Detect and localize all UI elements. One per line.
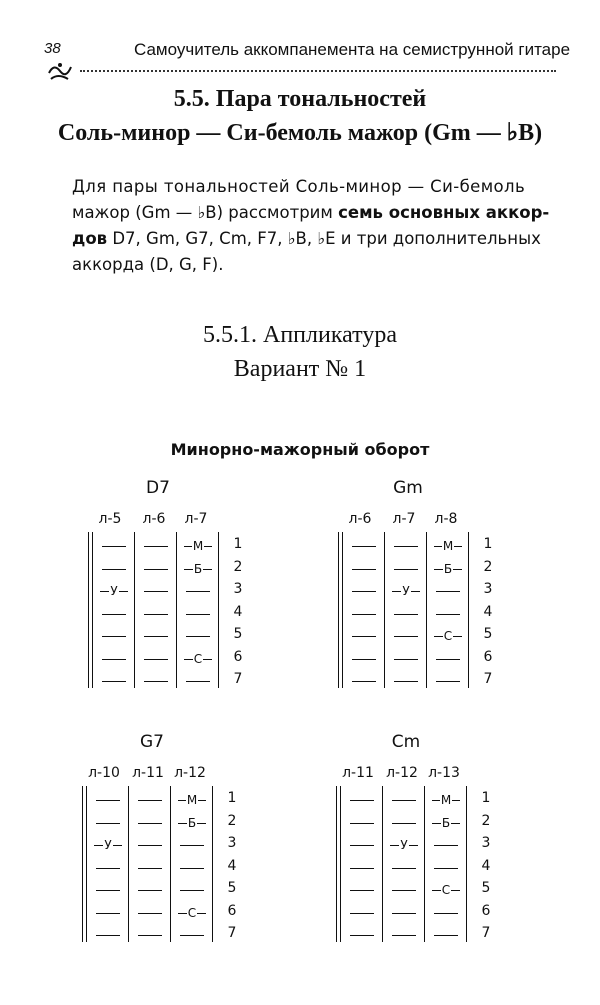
intro-line-1: Для пары тональностей Соль-минор — Си-бемоль [72, 177, 526, 196]
string-number: 4 [483, 603, 493, 620]
string-cell [90, 903, 126, 925]
fret-line [128, 786, 129, 942]
fret-line [212, 786, 213, 942]
string-dash [392, 868, 416, 869]
string-cell [430, 581, 466, 603]
string-dash [102, 614, 126, 615]
string-cell [430, 626, 466, 648]
fret-line [426, 532, 427, 688]
string-cell [180, 536, 216, 558]
string-number: 6 [481, 902, 491, 919]
chord-diagram-1 [338, 478, 558, 687]
finger-label: У [402, 584, 410, 598]
string-cell [90, 790, 126, 812]
chord-diagram-3 [336, 732, 556, 941]
fret-label: л-7 [184, 511, 208, 527]
string-cell [180, 559, 216, 581]
string-number: 4 [481, 857, 491, 874]
string-cell [344, 880, 380, 902]
fret-label: л-6 [142, 511, 166, 527]
fret-line [384, 532, 385, 688]
string-cell [428, 903, 464, 925]
string-cell [386, 903, 422, 925]
finger-mark [180, 559, 216, 579]
fret-line [466, 786, 467, 942]
finger-mark [430, 626, 466, 646]
string-dash [352, 569, 376, 570]
finger-label: Б [193, 561, 203, 576]
string-dash [436, 659, 460, 660]
string-cell [96, 581, 132, 603]
string-number: 4 [233, 603, 243, 620]
finger-label: М [192, 539, 204, 553]
string-dash [350, 823, 374, 824]
string-dash [394, 614, 418, 615]
string-cell [96, 604, 132, 626]
string-cell [388, 604, 424, 626]
string-dash [144, 636, 168, 637]
string-number: 5 [227, 880, 237, 896]
finger-mark [386, 835, 422, 855]
string-cell [180, 604, 216, 626]
string-cell [90, 835, 126, 857]
string-dash [144, 614, 168, 615]
string-cell [174, 813, 210, 835]
string-number: 2 [227, 812, 237, 829]
string-cell [132, 880, 168, 902]
string-cell [388, 671, 424, 693]
finger-mark [430, 559, 466, 579]
finger-label: Б [443, 561, 453, 576]
string-cell [430, 649, 466, 671]
string-cell [96, 559, 132, 581]
finger-label: У [110, 584, 118, 598]
string-dash [434, 868, 458, 869]
string-dash [394, 546, 418, 547]
string-dash [350, 935, 374, 936]
string-cell [428, 858, 464, 880]
finger-mark [180, 649, 216, 669]
string-cell [138, 671, 174, 693]
fret-label: л-10 [88, 765, 120, 781]
string-cell [96, 536, 132, 558]
fret-line [92, 532, 93, 688]
string-dash [138, 800, 162, 801]
fret-label: л-5 [98, 511, 122, 527]
string-dash [102, 636, 126, 637]
string-cell [90, 858, 126, 880]
string-dash [434, 935, 458, 936]
string-cell [346, 536, 382, 558]
fret-line [338, 532, 339, 688]
fret-line [424, 786, 425, 942]
string-cell [344, 813, 380, 835]
section-title: 5.5. Пара тональностей [173, 86, 427, 112]
string-cell [132, 858, 168, 880]
string-cell [346, 559, 382, 581]
string-cell [346, 649, 382, 671]
string-dash [102, 569, 126, 570]
string-dash [350, 868, 374, 869]
string-dash [96, 823, 120, 824]
string-number: 6 [227, 902, 237, 919]
string-number: 3 [233, 581, 243, 597]
string-cell [174, 858, 210, 880]
fret-line [88, 532, 89, 688]
string-number: 5 [483, 626, 493, 642]
fret-line [340, 786, 341, 942]
string-cell [346, 604, 382, 626]
string-number: 6 [483, 648, 493, 665]
chord-diagram-2 [82, 732, 302, 941]
string-cell [430, 559, 466, 581]
finger-label: С [441, 883, 451, 897]
string-cell [428, 813, 464, 835]
string-number: 1 [233, 536, 243, 552]
finger-label: У [400, 838, 408, 852]
fret-label: л-6 [348, 511, 372, 527]
chord-name: D7 [146, 478, 170, 498]
string-cell [386, 790, 422, 812]
finger-mark [388, 581, 424, 601]
string-number: 2 [481, 812, 491, 829]
fret-label: л-7 [392, 511, 416, 527]
page-number: 38 [44, 40, 61, 57]
string-cell [344, 903, 380, 925]
string-number: 3 [483, 581, 493, 597]
string-dash [138, 935, 162, 936]
finger-label: С [193, 651, 203, 666]
string-number: 1 [227, 790, 237, 806]
string-cell [174, 790, 210, 812]
section-subtitle: Соль-минор — Си-бемоль мажор (Gm — ♭B) [57, 120, 543, 146]
string-dash [394, 659, 418, 660]
finger-mark [90, 835, 126, 855]
string-cell [174, 880, 210, 902]
string-cell [180, 649, 216, 671]
string-cell [388, 536, 424, 558]
intro-paragraph [72, 174, 554, 278]
fret-label: л-11 [342, 765, 374, 781]
finger-mark [174, 790, 210, 810]
finger-label: Б [187, 815, 197, 830]
string-dash [138, 823, 162, 824]
string-cell [174, 925, 210, 947]
finger-mark [428, 790, 464, 810]
string-number: 7 [227, 925, 237, 941]
string-dash [144, 569, 168, 570]
string-number: 7 [233, 671, 243, 687]
string-cell [174, 903, 210, 925]
finger-mark [428, 880, 464, 900]
string-cell [386, 835, 422, 857]
finger-mark [174, 813, 210, 833]
string-dash [352, 659, 376, 660]
string-dash [350, 800, 374, 801]
chord-name: Gm [393, 478, 423, 498]
string-number: 1 [483, 536, 493, 552]
string-cell [386, 858, 422, 880]
string-dash [138, 845, 162, 846]
fret-line [468, 532, 469, 688]
string-dash [102, 659, 126, 660]
string-dash [434, 845, 458, 846]
string-dash [392, 913, 416, 914]
fret-line [176, 532, 177, 688]
finger-mark [174, 903, 210, 923]
string-cell [90, 880, 126, 902]
string-dash [352, 546, 376, 547]
string-dash [392, 800, 416, 801]
subsection-title: 5.5.1. Аппликатура [203, 322, 397, 348]
variant-title: Вариант № 1 [233, 356, 367, 382]
fret-label: л-12 [386, 765, 418, 781]
string-cell [132, 903, 168, 925]
fret-line [86, 786, 87, 942]
string-cell [132, 813, 168, 835]
fret-line [218, 532, 219, 688]
string-dash [144, 546, 168, 547]
finger-label: М [186, 793, 198, 807]
turn-heading: Минорно-мажорный оборот [170, 440, 430, 459]
string-cell [388, 559, 424, 581]
string-cell [428, 925, 464, 947]
string-number: 5 [233, 626, 243, 642]
string-dash [180, 890, 204, 891]
string-dash [352, 636, 376, 637]
fret-label: л-12 [174, 765, 206, 781]
string-dash [138, 913, 162, 914]
header-divider [80, 70, 556, 72]
string-number: 6 [233, 648, 243, 665]
string-dash [394, 569, 418, 570]
fret-line [82, 786, 83, 942]
intro-line-3: дов D7, Gm, G7, Cm, F7, ♭B, ♭E и три дополнительных [72, 229, 541, 248]
string-cell [90, 925, 126, 947]
string-dash [96, 935, 120, 936]
string-dash [186, 614, 210, 615]
string-number: 7 [483, 671, 493, 687]
string-dash [102, 681, 126, 682]
string-dash [186, 591, 210, 592]
string-dash [394, 636, 418, 637]
string-cell [346, 581, 382, 603]
string-cell [180, 581, 216, 603]
string-cell [132, 835, 168, 857]
string-cell [138, 536, 174, 558]
string-cell [430, 536, 466, 558]
string-cell [132, 925, 168, 947]
string-cell [344, 790, 380, 812]
chord-name: G7 [140, 732, 164, 752]
string-cell [386, 880, 422, 902]
string-cell [174, 835, 210, 857]
string-cell [96, 671, 132, 693]
string-number: 3 [481, 835, 491, 851]
string-number: 4 [227, 857, 237, 874]
string-dash [392, 823, 416, 824]
string-number: 1 [481, 790, 491, 806]
string-dash [350, 913, 374, 914]
string-cell [132, 790, 168, 812]
string-cell [344, 858, 380, 880]
string-dash [144, 659, 168, 660]
string-number: 2 [233, 558, 243, 575]
string-dash [394, 681, 418, 682]
chord-name: Cm [391, 732, 421, 752]
string-dash [350, 845, 374, 846]
string-cell [388, 581, 424, 603]
finger-label: М [442, 539, 454, 553]
string-cell [388, 626, 424, 648]
string-dash [180, 935, 204, 936]
string-dash [96, 868, 120, 869]
string-dash [138, 868, 162, 869]
string-dash [434, 913, 458, 914]
string-dash [144, 681, 168, 682]
finger-label: С [187, 905, 197, 920]
string-cell [138, 581, 174, 603]
string-cell [180, 626, 216, 648]
fret-line [382, 786, 383, 942]
string-dash [436, 614, 460, 615]
fret-line [170, 786, 171, 942]
fret-label: л-8 [434, 511, 458, 527]
string-dash [186, 636, 210, 637]
string-cell [388, 649, 424, 671]
string-cell [344, 925, 380, 947]
finger-mark [96, 581, 132, 601]
string-cell [428, 880, 464, 902]
ornament-icon [46, 59, 74, 83]
finger-label: Б [441, 815, 451, 830]
string-dash [180, 868, 204, 869]
intro-line-4: аккорда (D, G, F). [72, 255, 224, 274]
string-cell [346, 626, 382, 648]
string-dash [180, 845, 204, 846]
string-dash [352, 591, 376, 592]
fret-line [336, 786, 337, 942]
finger-mark [428, 813, 464, 833]
string-cell [138, 626, 174, 648]
string-dash [436, 681, 460, 682]
finger-label: М [440, 793, 452, 807]
running-head: Самоучитель аккомпанемента на семиструнной гитаре [134, 40, 571, 59]
string-cell [90, 813, 126, 835]
string-dash [186, 681, 210, 682]
string-dash [96, 800, 120, 801]
string-number: 3 [227, 835, 237, 851]
fret-label: л-11 [132, 765, 164, 781]
string-cell [430, 604, 466, 626]
string-dash [392, 890, 416, 891]
string-cell [344, 835, 380, 857]
string-dash [352, 614, 376, 615]
fret-line [342, 532, 343, 688]
fret-line [134, 532, 135, 688]
string-dash [96, 913, 120, 914]
string-cell [430, 671, 466, 693]
string-cell [96, 626, 132, 648]
string-dash [392, 935, 416, 936]
string-cell [428, 835, 464, 857]
string-number: 2 [483, 558, 493, 575]
finger-mark [430, 536, 466, 556]
string-cell [180, 671, 216, 693]
string-dash [436, 591, 460, 592]
string-number: 5 [481, 880, 491, 896]
string-cell [138, 559, 174, 581]
string-dash [352, 681, 376, 682]
string-cell [96, 649, 132, 671]
string-cell [386, 925, 422, 947]
string-cell [138, 604, 174, 626]
string-dash [96, 890, 120, 891]
string-number: 7 [481, 925, 491, 941]
string-cell [428, 790, 464, 812]
string-dash [350, 890, 374, 891]
string-dash [102, 546, 126, 547]
string-cell [386, 813, 422, 835]
intro-line-2: мажор (Gm — ♭B) рассмотрим семь основных аккор- [72, 203, 550, 222]
string-dash [144, 591, 168, 592]
string-cell [346, 671, 382, 693]
fret-label: л-13 [428, 765, 460, 781]
string-cell [138, 649, 174, 671]
string-dash [138, 890, 162, 891]
finger-label: С [443, 629, 453, 643]
finger-label: У [104, 838, 112, 852]
finger-mark [180, 536, 216, 556]
chord-diagram-0 [88, 478, 308, 687]
